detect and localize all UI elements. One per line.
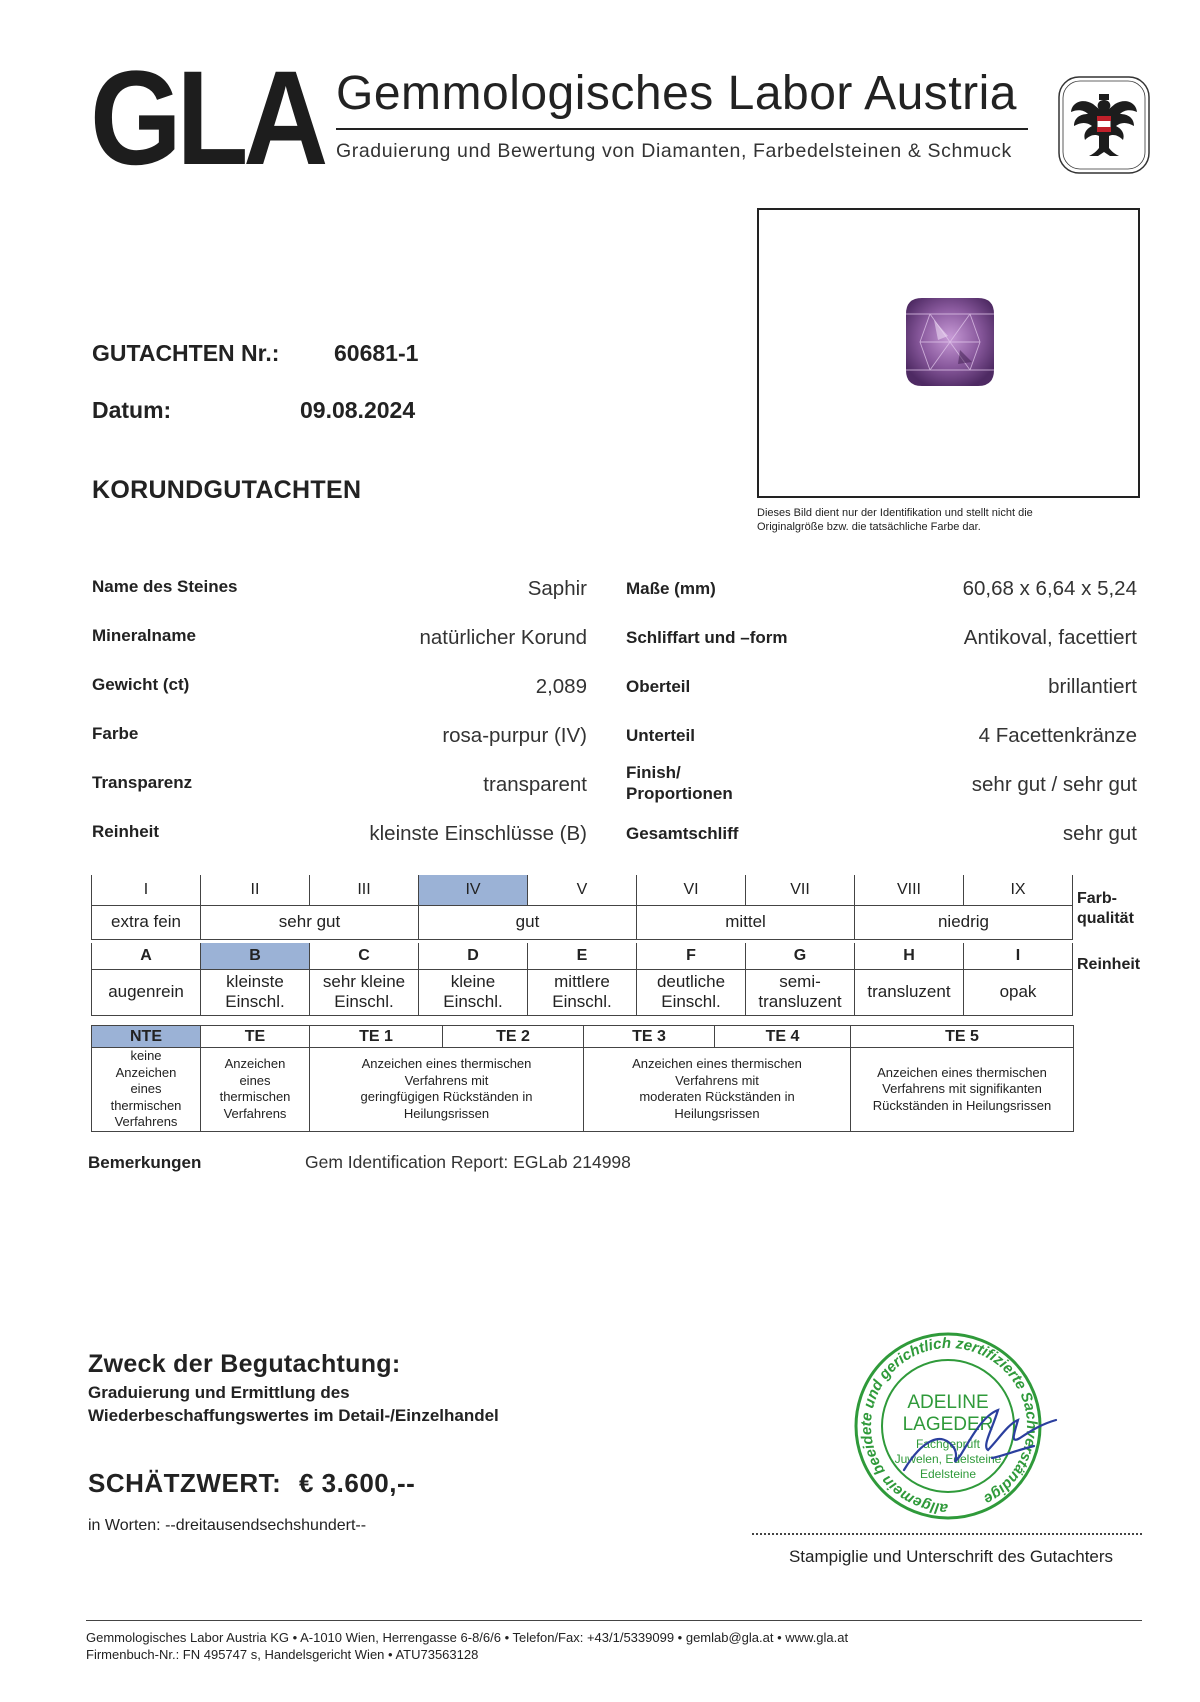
- te-grade: TE 1: [310, 1026, 443, 1048]
- prop-value-dimensions: 60,68 x 6,64 x 5,24: [962, 577, 1137, 600]
- austrian-eagle-seal-icon: [1058, 76, 1150, 174]
- prop-value-cut: Antikoval, facettiert: [963, 626, 1137, 649]
- valuation-label: SCHÄTZWERT:: [88, 1468, 282, 1498]
- prop-label-transparency: Transparenz: [92, 773, 193, 792]
- clarity-grade: I: [964, 943, 1073, 969]
- photo-disclaimer: Dieses Bild dient nur der Identifikation und stellt nicht die Originalgröße bzw. die tatsächliche Farbe dar.: [757, 507, 1033, 533]
- color-scale-table: [91, 875, 1073, 940]
- gemstone-icon: [900, 292, 1000, 392]
- stamp-line-4: Juwelen, Edelsteine: [894, 1452, 1002, 1466]
- clarity-description: augenrein: [92, 969, 201, 1015]
- header-rule: [336, 128, 1028, 130]
- report-number-label: GUTACHTEN Nr.:: [92, 340, 280, 366]
- clarity-description: deutliche Einschl.: [637, 969, 746, 1015]
- te-grade: TE 4: [715, 1026, 851, 1048]
- signature-line: [752, 1533, 1142, 1535]
- clarity-scale-table: [91, 943, 1073, 1016]
- color-grade: V: [528, 875, 637, 905]
- clarity-grade: D: [419, 943, 528, 969]
- clarity-grade: A: [92, 943, 201, 969]
- footer-rule: [86, 1620, 1142, 1621]
- clarity-description: kleinste Einschl.: [201, 969, 310, 1015]
- appraiser-stamp-icon: [842, 1320, 1082, 1532]
- prop-label-finish: Finish/ Proportionen: [626, 763, 733, 803]
- remarks-value: Gem Identification Report: EGLab 214998: [305, 1152, 631, 1172]
- prop-label-color: Farbe: [92, 724, 139, 743]
- stone-photo-frame: [757, 208, 1140, 498]
- prop-label-clarity: Reinheit: [92, 822, 160, 841]
- prop-label-mineral: Mineralname: [92, 626, 196, 645]
- te-description: Anzeichen eines thermischen Verfahrens: [201, 1048, 310, 1132]
- color-grade: III: [310, 875, 419, 905]
- stamp-name-line-2: LAGEDER: [902, 1414, 994, 1435]
- te-description: Anzeichen eines thermischen Verfahrens mit signifikanten Rückständen in Heilungsrissen: [851, 1048, 1074, 1132]
- te-grade: TE: [201, 1026, 310, 1048]
- clarity-grade: G: [746, 943, 855, 969]
- prop-label-crown: Oberteil: [626, 677, 691, 696]
- clarity-description: mittlere Einschl.: [528, 969, 637, 1015]
- color-quality-label: Farb- qualität: [1077, 890, 1134, 927]
- prop-value-mineral: natürlicher Korund: [419, 626, 587, 649]
- prop-value-crown: brillantiert: [1048, 675, 1137, 698]
- prop-value-overall-cut: sehr gut: [1062, 822, 1137, 845]
- treatment-scale-table: [91, 1025, 1074, 1132]
- clarity-grade: H: [855, 943, 964, 969]
- gla-logo: GLA: [90, 44, 324, 193]
- color-group: niedrig: [855, 905, 1073, 939]
- clarity-label: Reinheit: [1077, 956, 1141, 973]
- valuation-amount: € 3.600,--: [299, 1468, 416, 1498]
- prop-value-transparency: transparent: [483, 773, 587, 796]
- report-number: 60681-1: [334, 340, 419, 366]
- color-grade: II: [201, 875, 310, 905]
- purpose-line-1: Graduierung und Ermittlung des: [88, 1383, 350, 1402]
- color-grade: I: [92, 875, 201, 905]
- clarity-description: semi- transluzent: [746, 969, 855, 1015]
- color-grade: IX: [964, 875, 1073, 905]
- prop-value-name: Saphir: [527, 577, 587, 600]
- clarity-description: kleine Einschl.: [419, 969, 528, 1015]
- te-grade: TE 3: [584, 1026, 715, 1048]
- purpose-heading: Zweck der Begutachtung:: [88, 1350, 401, 1378]
- prop-value-pavilion: 4 Facettenkränze: [978, 724, 1137, 747]
- report-date-label: Datum:: [92, 397, 172, 423]
- prop-value-color: rosa-purpur (IV): [442, 724, 587, 747]
- color-grade: VII: [746, 875, 855, 905]
- report-title: KORUNDGUTACHTEN: [92, 476, 362, 504]
- color-grade-selected: IV: [419, 875, 528, 905]
- color-group: extra fein: [92, 905, 201, 939]
- prop-value-clarity: kleinste Einschlüsse (B): [369, 822, 587, 845]
- color-grade: VIII: [855, 875, 964, 905]
- stamp-line-5: Edelsteine: [919, 1467, 977, 1481]
- te-description: keine Anzeichen eines thermischen Verfahrens: [92, 1048, 201, 1132]
- valuation: [88, 1468, 415, 1499]
- clarity-description: sehr kleine Einschl.: [310, 969, 419, 1015]
- clarity-grade-selected: B: [201, 943, 310, 969]
- report-date: 09.08.2024: [300, 397, 416, 423]
- signature-caption: Stampiglie und Unterschrift des Gutachters: [788, 1547, 1114, 1566]
- prop-label-overall-cut: Gesamtschliff: [626, 824, 739, 843]
- prop-label-dimensions: Maße (mm): [626, 579, 716, 598]
- footer-line-1: Gemmologisches Labor Austria KG • A-1010 Wien, Herrengasse 6-8/6/6 • Telefon/Fax: +43/1/5339099 • gemlab@gla.at • www.gla.at: [86, 1630, 849, 1645]
- color-group: mittel: [637, 905, 855, 939]
- prop-value-weight: 2,089: [535, 675, 587, 698]
- te-grade: TE 2: [443, 1026, 584, 1048]
- clarity-description: opak: [964, 969, 1073, 1015]
- clarity-grade: F: [637, 943, 746, 969]
- stamp-line-3: Fachgeprüft: [915, 1437, 981, 1451]
- prop-label-pavilion: Unterteil: [626, 726, 695, 745]
- clarity-grade: E: [528, 943, 637, 969]
- prop-label-weight: Gewicht (ct): [92, 675, 190, 694]
- te-description: Anzeichen eines thermischen Verfahrens mit geringfügigen Rückständen in Heilungsrissen: [310, 1048, 584, 1132]
- footer-line-2: Firmenbuch-Nr.: FN 495747 s, Handelsgericht Wien • ATU73563128: [86, 1647, 479, 1662]
- valuation-in-words: in Worten: --dreitausendsechshundert--: [88, 1517, 367, 1534]
- color-grade: VI: [637, 875, 746, 905]
- stamp-name-line-1: ADELINE: [907, 1392, 989, 1413]
- purpose-line-2: Wiederbeschaffungswertes im Detail-/Einzelhandel: [88, 1406, 499, 1425]
- te-grade-selected: NTE: [92, 1026, 201, 1048]
- prop-value-finish: sehr gut / sehr gut: [971, 773, 1137, 796]
- color-group: gut: [419, 905, 637, 939]
- prop-label-cut: Schliffart und –form: [626, 628, 788, 647]
- lab-tagline: Graduierung und Bewertung von Diamanten, Farbedelsteinen & Schmuck: [336, 140, 1012, 162]
- clarity-grade: C: [310, 943, 419, 969]
- lab-name: Gemmologisches Labor Austria: [336, 67, 1017, 120]
- prop-label-name: Name des Steines: [92, 577, 238, 596]
- te-grade: TE 5: [851, 1026, 1074, 1048]
- te-description: Anzeichen eines thermischen Verfahrens mit moderaten Rückständen in Heilungsrissen: [584, 1048, 851, 1132]
- clarity-description: transluzent: [855, 969, 964, 1015]
- color-group: sehr gut: [201, 905, 419, 939]
- remarks-label: Bemerkungen: [88, 1153, 202, 1172]
- stamp-ring-text: allgemein beeidete und gerichtlich zertifizierte Sachverständige: [857, 1334, 1041, 1518]
